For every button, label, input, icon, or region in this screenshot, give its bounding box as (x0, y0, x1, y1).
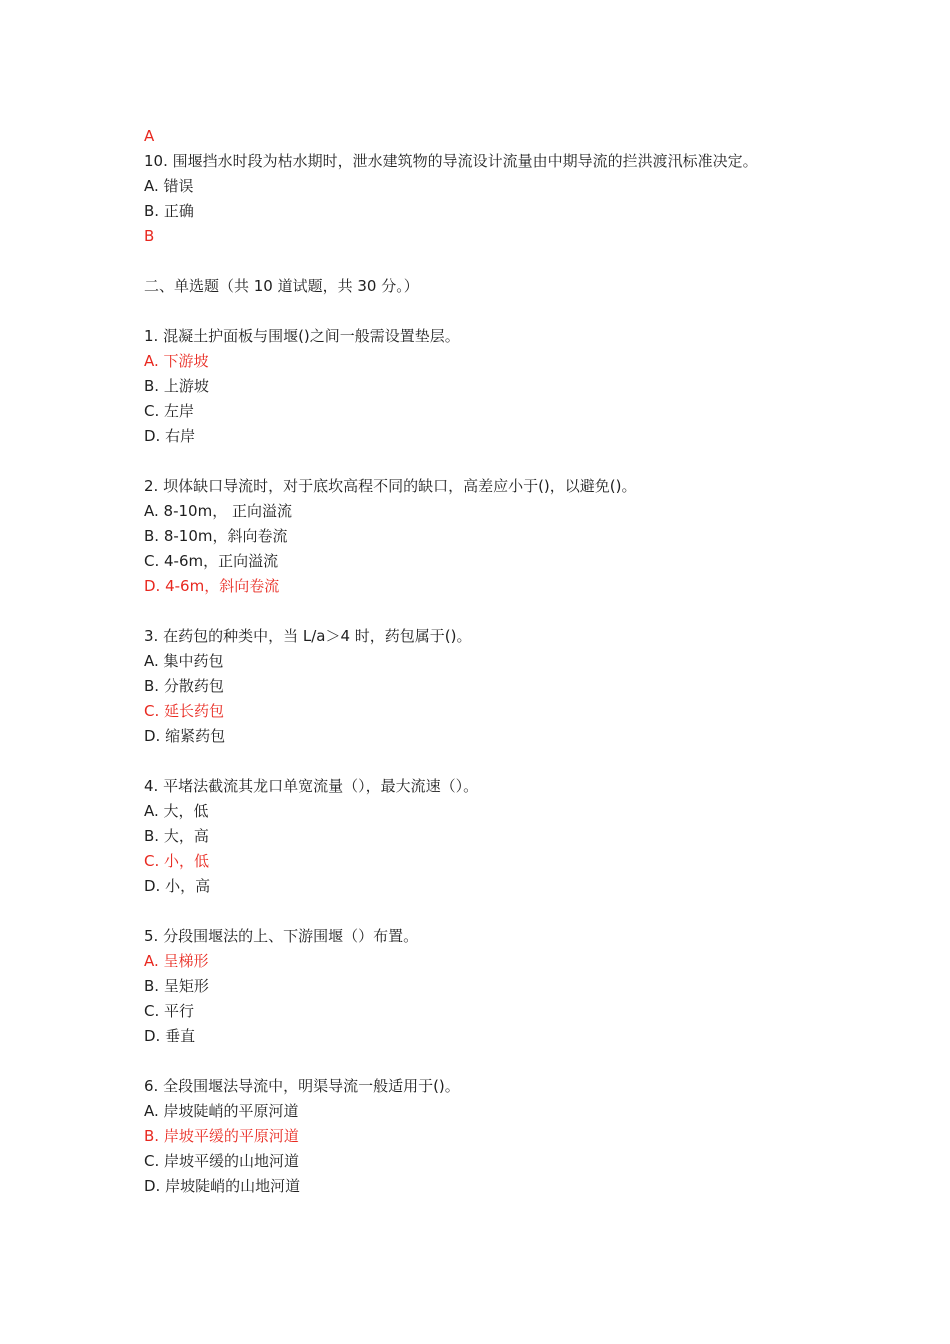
question-block (144, 774, 814, 924)
spacer (144, 899, 814, 924)
correct-option: B. 岸坡平缓的平原河道 (144, 1127, 299, 1145)
correct-option: C. 小，低 (144, 852, 210, 870)
question-text: 2. 坝体缺口导流时，对于底坎高程不同的缺口，高差应小于()，以避免()。 (144, 477, 637, 495)
spacer (144, 249, 814, 274)
question-text: 3. 在药包的种类中，当 L/a＞4 时，药包属于()。 (144, 627, 472, 645)
option: C. 4-6m，正向溢流 (144, 552, 279, 570)
correct-option: C. 延长药包 (144, 702, 225, 720)
question-block (144, 474, 814, 624)
previous-answer: A (144, 127, 155, 145)
document-page (144, 124, 814, 1199)
question-10-answer: B (144, 227, 155, 245)
option: B. 8-10m，斜向卷流 (144, 527, 288, 545)
question-block (144, 924, 814, 1074)
option: C. 岸坡平缓的山地河道 (144, 1152, 300, 1170)
question-10-option-b: B. 正确 (144, 202, 194, 220)
question-block (144, 1074, 814, 1199)
option: D. 垂直 (144, 1027, 196, 1045)
option: D. 岸坡陡峭的山地河道 (144, 1177, 301, 1195)
option: B. 呈矩形 (144, 977, 209, 995)
option: D. 小，高 (144, 877, 211, 895)
question-text: 6. 全段围堰法导流中，明渠导流一般适用于()。 (144, 1077, 460, 1095)
question-block (144, 324, 814, 474)
spacer (144, 449, 814, 474)
option: A. 岸坡陡峭的平原河道 (144, 1102, 299, 1120)
correct-option: A. 下游坡 (144, 352, 209, 370)
question-text: 1. 混凝土护面板与围堰()之间一般需设置垫层。 (144, 327, 460, 345)
spacer (144, 299, 814, 324)
spacer (144, 599, 814, 624)
option: D. 右岸 (144, 427, 196, 445)
option: C. 平行 (144, 1002, 195, 1020)
option: C. 左岸 (144, 402, 195, 420)
question-10-option-a: A. 错误 (144, 177, 194, 195)
option: B. 上游坡 (144, 377, 209, 395)
option: D. 缩紧药包 (144, 727, 226, 745)
option: B. 分散药包 (144, 677, 224, 695)
option: B. 大，高 (144, 827, 209, 845)
option: A. 大，低 (144, 802, 209, 820)
section-title: 二、单选题（共 10 道试题，共 30 分。） (144, 277, 419, 295)
question-list (144, 324, 814, 1199)
question-text: 4. 平堵法截流其龙口单宽流量（），最大流速（）。 (144, 777, 479, 795)
correct-option: D. 4-6m，斜向卷流 (144, 577, 280, 595)
spacer (144, 749, 814, 774)
spacer (144, 1049, 814, 1074)
option: A. 集中药包 (144, 652, 224, 670)
question-text: 5. 分段围堰法的上、下游围堰（）布置。 (144, 927, 419, 945)
question-10-text: 10. 围堰挡水时段为枯水期时，泄水建筑物的导流设计流量由中期导流的拦洪渡汛标准决定。 (144, 152, 758, 170)
correct-option: A. 呈梯形 (144, 952, 209, 970)
option: A. 8-10m， 正向溢流 (144, 502, 292, 520)
question-block (144, 624, 814, 774)
